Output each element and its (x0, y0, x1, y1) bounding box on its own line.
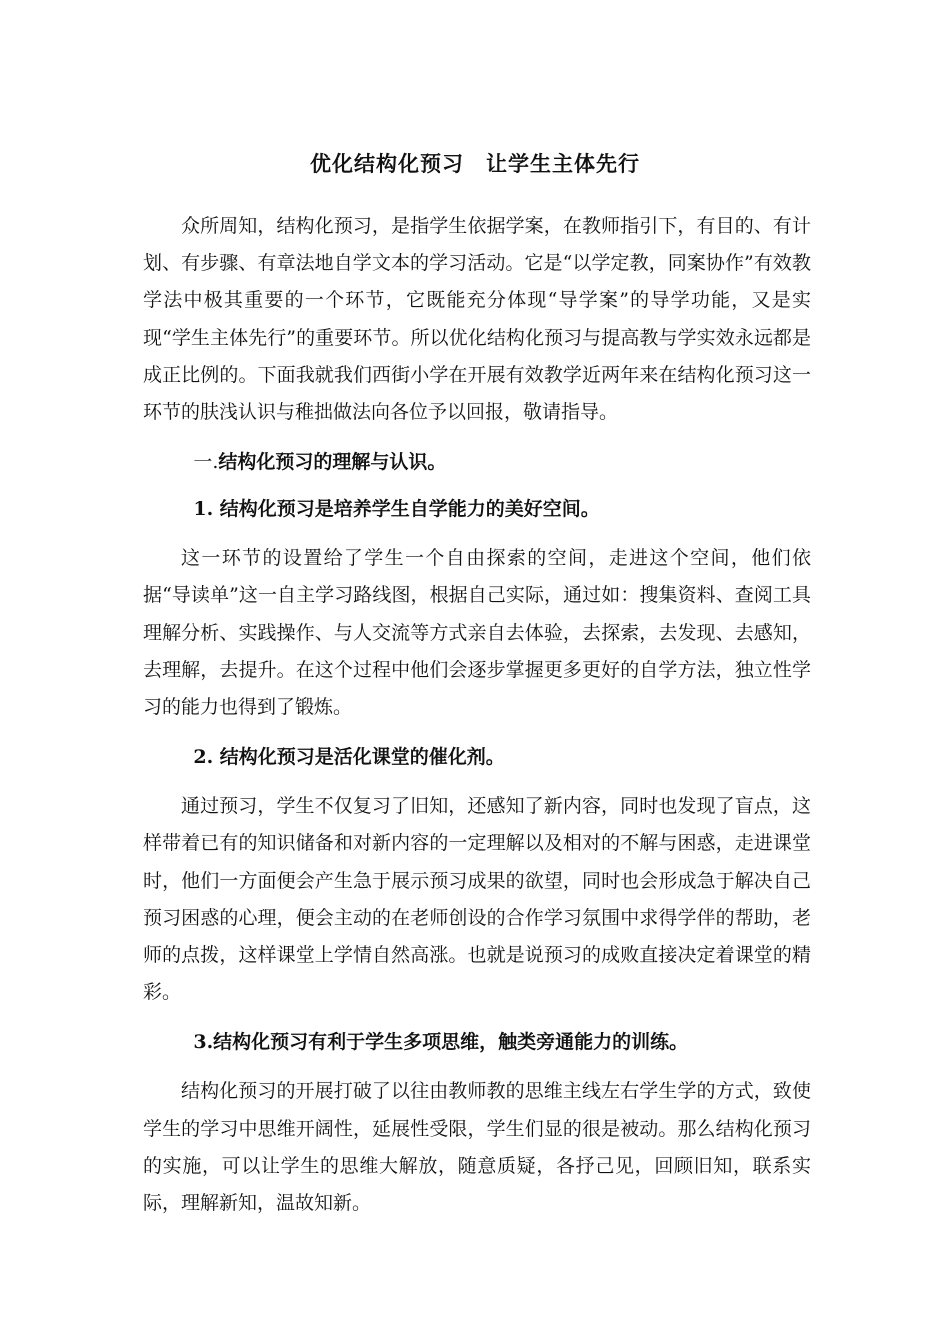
document-title: 优化结构化预习 让学生主体先行 (310, 151, 640, 176)
point-heading-3: 3.结构化预习有利于学生多项思维，触类旁通能力的训练。 (193, 1031, 689, 1054)
point-heading-2: 2. 结构化预习是活化课堂的催化剂。 (193, 746, 505, 769)
section-heading-text: 结构化预习的理解与认识。 (218, 451, 447, 474)
point-paragraph-3: 结构化预习的开展打破了以往由教师教的思维主线左右学生学的方式，致使学生的学习中思维开阔性，延展性受限，学生们显的很是被动。那么结构化预习的实施，可以让学生的思维大解放，随意质疑，各抒己见，回顾旧知，联系实际，理解新知，温故知新。 (143, 1080, 811, 1215)
intro-paragraph: 众所周知，结构化预习，是指学生依据学案，在教师指引下，有目的、有计划、有步骤、有章法地自学文本的学习活动。它是“以学定教，同案协作”有效教学法中极其重要的一个环节，它既能充分体现“导学案”的导学功能，又是实现“学生主体先行”的重要环节。所以优化结构化预习与提高教与学实效永远都是成正比例的。下面我就我们西街小学在开展有效教学近两年来在结构化预习这一环节的肤浅认识与稚拙做法向各位予以回报，敬请指导。 (143, 215, 811, 424)
point-heading-1: 1. 结构化预习是培养学生自学能力的美好空间。 (193, 498, 600, 521)
section-number: 一. (193, 451, 219, 474)
document-body (143, 208, 811, 1222)
point-paragraph-2: 通过预习，学生不仅复习了旧知，还感知了新内容，同时也发现了盲点，这样带着已有的知识储备和对新内容的一定理解以及相对的不解与困惑，走进课堂时，他们一方面便会产生急于展示预习成果的欲望，同时也会形成急于解决自己预习困惑的心理，便会主动的在老师创设的合作学习氛围中求得学伴的帮助，老师的点拨，这样课堂上学情自然高涨。也就是说预习的成败直接决定着课堂的精彩。 (143, 795, 811, 1004)
section-heading-1 (143, 446, 811, 478)
point-paragraph-1: 这一环节的设置给了学生一个自由探索的空间，走进这个空间，他们依据“导读单”这一自主学习路线图，根据自己实际，通过如：搜集资料、查阅工具理解分析、实践操作、与人交流等方式亲自去体验，去探索，去发现、去感知，去理解，去提升。在这个过程中他们会逐步掌握更多更好的自学方法，独立性学习的能力也得到了锻炼。 (143, 547, 811, 719)
